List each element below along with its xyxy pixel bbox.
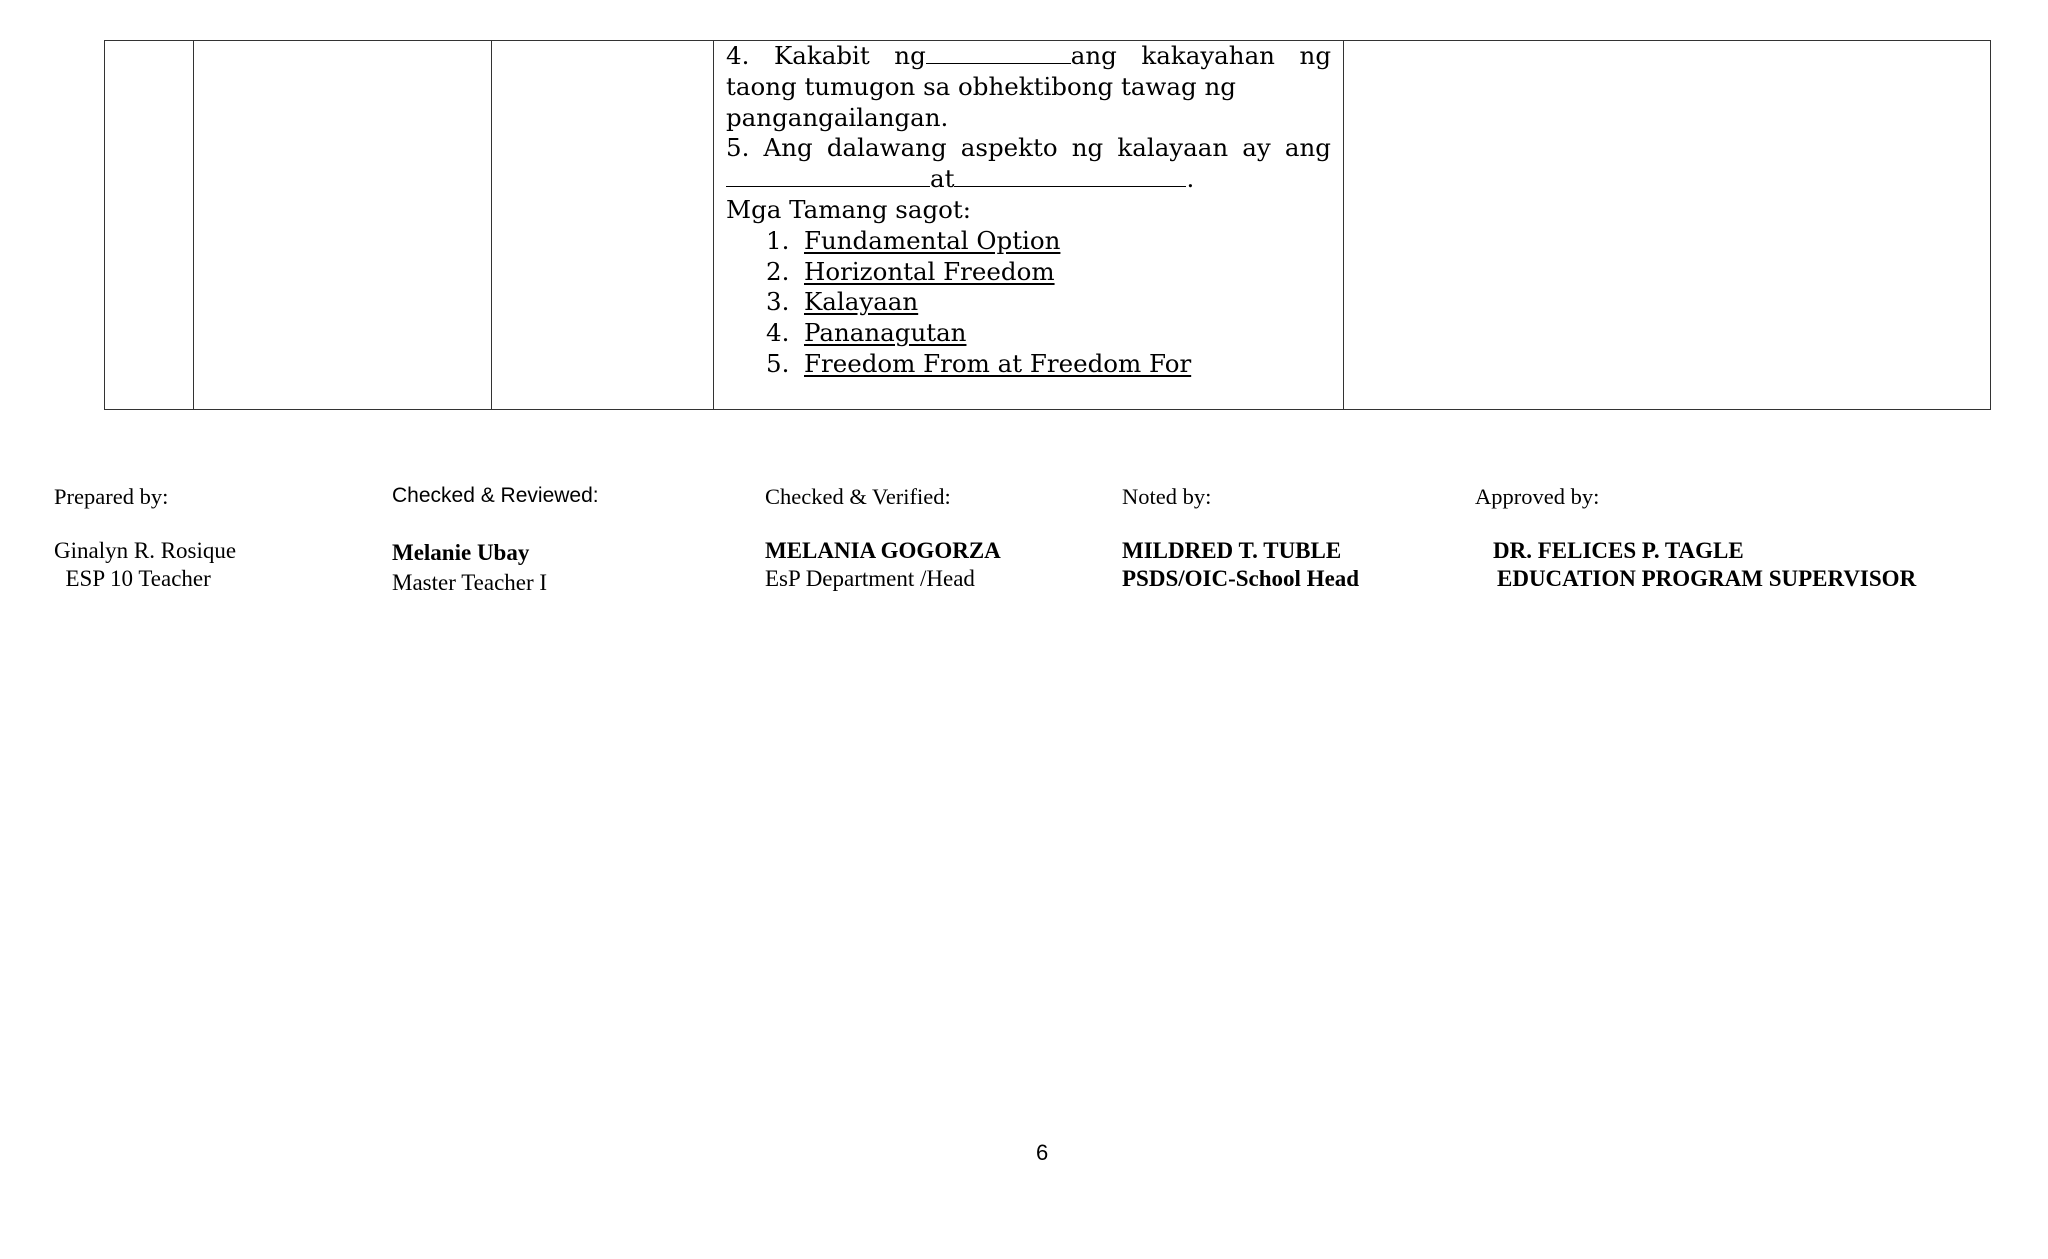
question-4-line-1 [726,41,1331,72]
fill-blank [954,164,1186,187]
page-number: 6 [1036,1140,1049,1165]
signature-role-label: Noted by: [1122,484,1212,509]
answer-number: 4. [766,318,790,348]
answer-text: Freedom From at Freedom For [804,348,1192,378]
answer-text: Fundamental Option [804,225,1061,255]
answer-number: 3. [766,287,790,317]
question-4-line-3: pangangailangan. [726,102,949,132]
signature-prepared [54,484,237,591]
signature-title: PSDS/OIC-School Head [1122,566,1360,591]
list-item [766,287,1331,318]
question-4-text-b: ang kakayahan ng [1070,41,1332,70]
signature-role-label: Prepared by: [54,484,169,509]
signature-noted [1122,484,1360,591]
answer-text: Kalayaan [804,287,919,317]
signature-role-label: Checked & Verified: [765,484,951,509]
question-5-period: . [1186,164,1195,194]
table-cell-empty-2 [194,41,492,410]
signature-title: ESP 10 Teacher [54,566,211,591]
table-cell-questions [714,41,1344,410]
answer-number: 2. [766,256,790,286]
signature-name: MILDRED T. TUBLE [1122,538,1342,563]
signature-role-label: Approved by: [1475,484,1600,509]
table-row [105,41,1991,410]
question-5-line-2 [726,164,1331,195]
answer-text: Pananagutan [804,318,967,348]
quiz-content [714,41,1343,380]
question-4-text-a: 4. Kakabit ng [726,41,926,70]
signature-role-label: Checked & Reviewed: [392,484,599,507]
answer-number: 5. [766,348,790,378]
answers-list [726,226,1331,380]
lesson-plan-table [104,40,1991,410]
list-item [766,318,1331,349]
question-5-line-1: 5. Ang dalawang aspekto ng kalayaan ay ang [726,133,1331,163]
signature-name: Ginalyn R. Rosique [54,538,237,563]
list-item [766,349,1331,380]
table-cell-empty-3 [492,41,714,410]
question-4-line-2: taong tumugon sa obhektibong tawag ng [726,71,1236,101]
table-cell-empty-5 [1344,41,1991,410]
signature-approved [1475,484,1917,591]
signature-name: MELANIA GOGORZA [765,538,1001,563]
list-item [766,257,1331,288]
answer-text: Horizontal Freedom [804,256,1055,286]
signature-title: EDUCATION PROGRAM SUPERVISOR [1497,566,1917,591]
list-item [766,226,1331,257]
signature-name: Melanie Ubay [392,540,530,565]
fill-blank [926,41,1071,64]
answer-number: 1. [766,225,790,255]
answers-heading: Mga Tamang sagot: [726,194,972,224]
table-cell-empty-1 [105,41,194,410]
signature-checked-verified [765,484,1001,591]
signature-checked-reviewed [392,484,599,595]
fill-blank [726,164,930,187]
signature-title: EsP Department /Head [765,566,975,591]
signature-name: DR. FELICES P. TAGLE [1493,538,1744,563]
signature-title: Master Teacher I [392,570,548,595]
question-5-connector: at [930,164,955,194]
